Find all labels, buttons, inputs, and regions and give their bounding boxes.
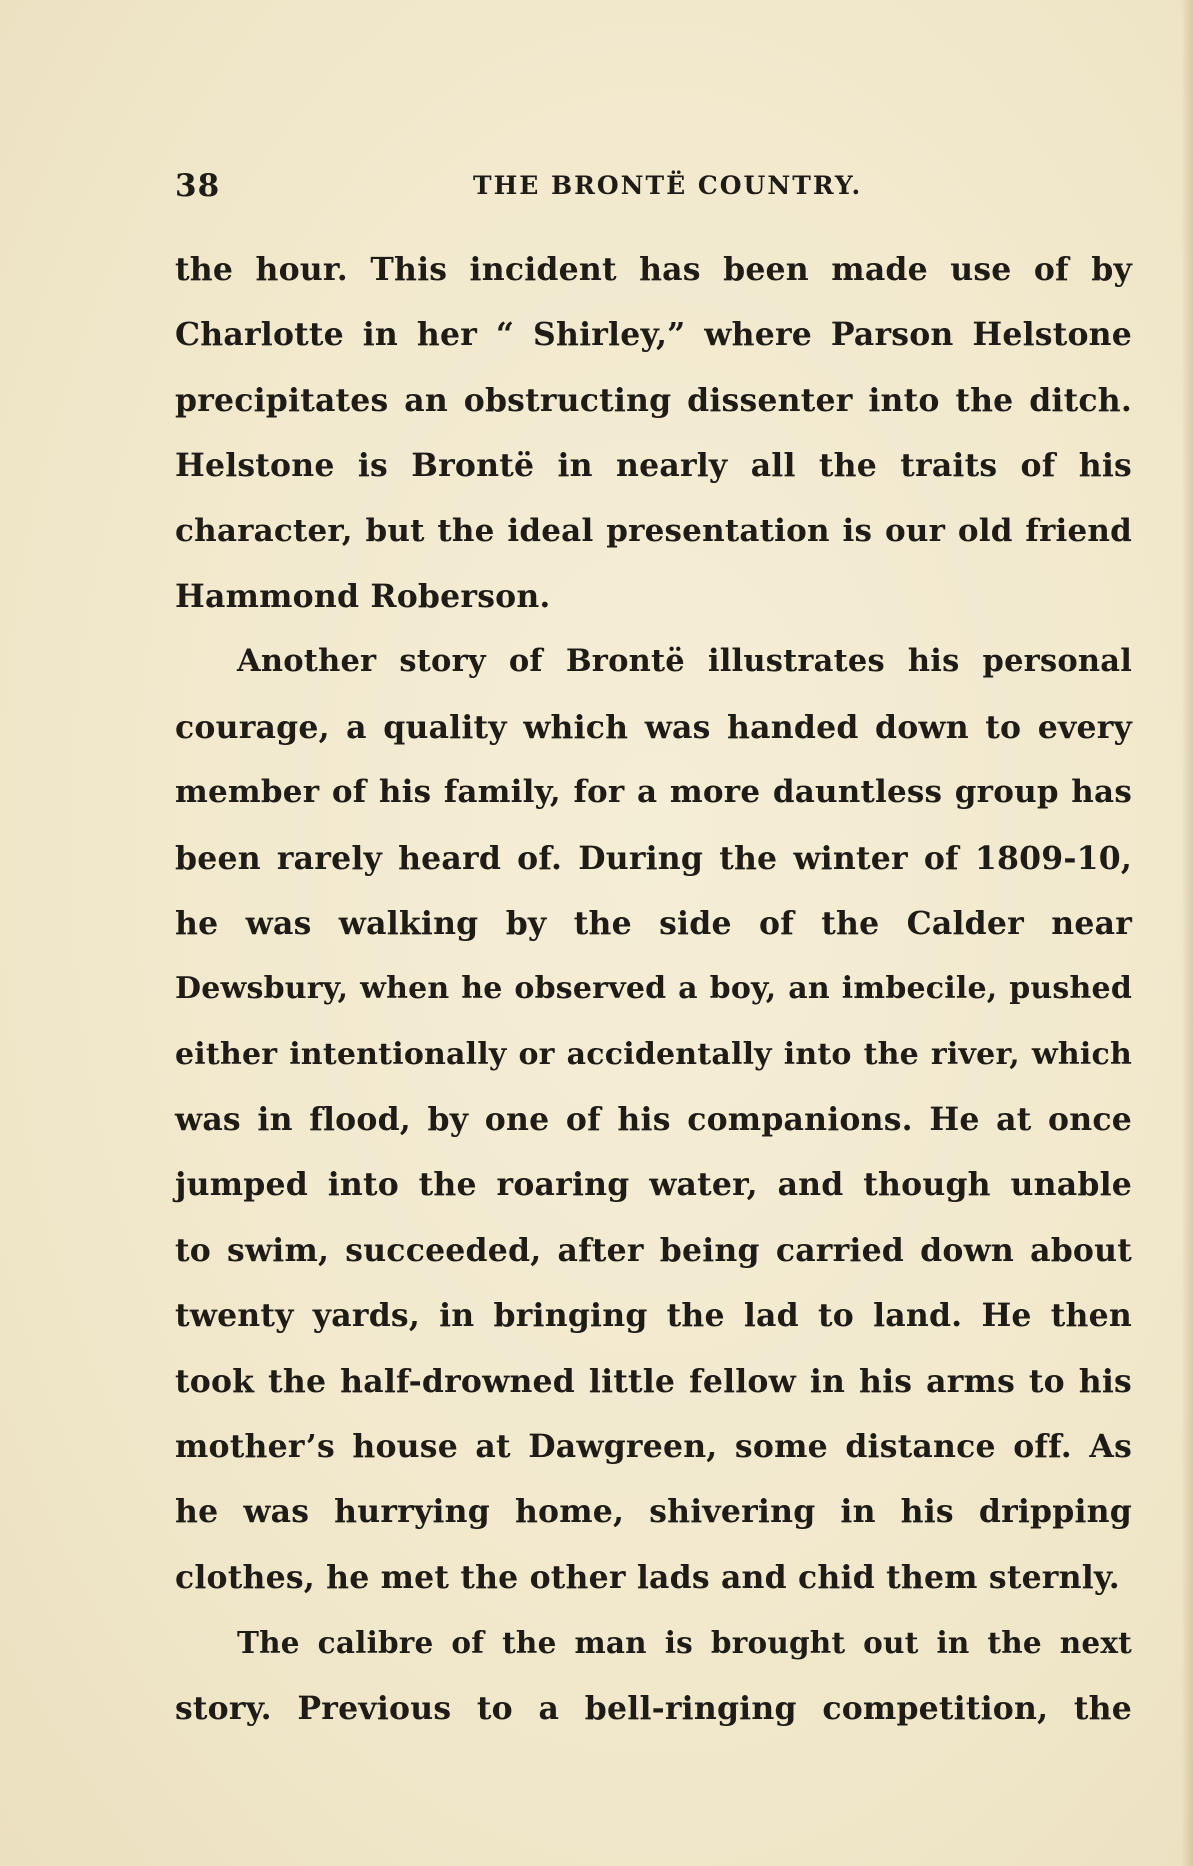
body-text [175, 237, 1132, 1741]
text-line: character, but the ideal presentation is our old friend [175, 512, 1132, 549]
text-line: took the half-drowned little fellow in his arms to his [175, 1362, 1132, 1400]
text-line: twenty yards, in bringing the lad to land. He then [175, 1297, 1132, 1335]
running-title: THE BRONTË COUNTRY. [473, 171, 863, 200]
text-line: jumped into the roaring water, and though unable [175, 1166, 1132, 1204]
text-line: to swim, succeeded, after being carried down about [175, 1231, 1132, 1269]
text-line: he was walking by the side of the Calder near [175, 904, 1132, 942]
text-line: been rarely heard of. During the winter of 1809-10, [175, 839, 1132, 877]
text-line: Charlotte in her “ Shirley,” where Parson Helstone [175, 316, 1132, 354]
text-line: Another story of Brontë illustrates his personal [237, 643, 1132, 680]
text-line: member of his family, for a more dauntless group has [175, 774, 1132, 811]
running-head [175, 168, 1132, 208]
page-edge-shadow [1181, 0, 1193, 1866]
page-number: 38 [175, 168, 221, 204]
text-line: story. Previous to a bell-ringing competition, the [175, 1689, 1132, 1727]
text-line: clothes, he met the other lads and chid them sternly. [175, 1558, 1120, 1596]
text-line: Hammond Roberson. [175, 577, 551, 615]
text-line: precipitates an obstructing dissenter into the ditch. [175, 381, 1132, 419]
text-line: either intentionally or accidentally into the river, which [175, 1036, 1132, 1072]
text-line: Helstone is Brontë in nearly all the traits of his [175, 447, 1132, 485]
text-line: he was hurrying home, shivering in his dripping [175, 1493, 1132, 1531]
text-line: courage, a quality which was handed down to every [175, 708, 1132, 746]
text-line: the hour. This incident has been made use of by [175, 251, 1132, 288]
text-line: The calibre of the man is brought out in the next [237, 1625, 1132, 1661]
text-line: Dewsbury, when he observed a boy, an imbecile, pushed [175, 971, 1132, 1007]
text-line: mother’s house at Dawgreen, some distance off. As [175, 1428, 1132, 1466]
text-line: was in flood, by one of his companions. He at once [175, 1101, 1132, 1139]
